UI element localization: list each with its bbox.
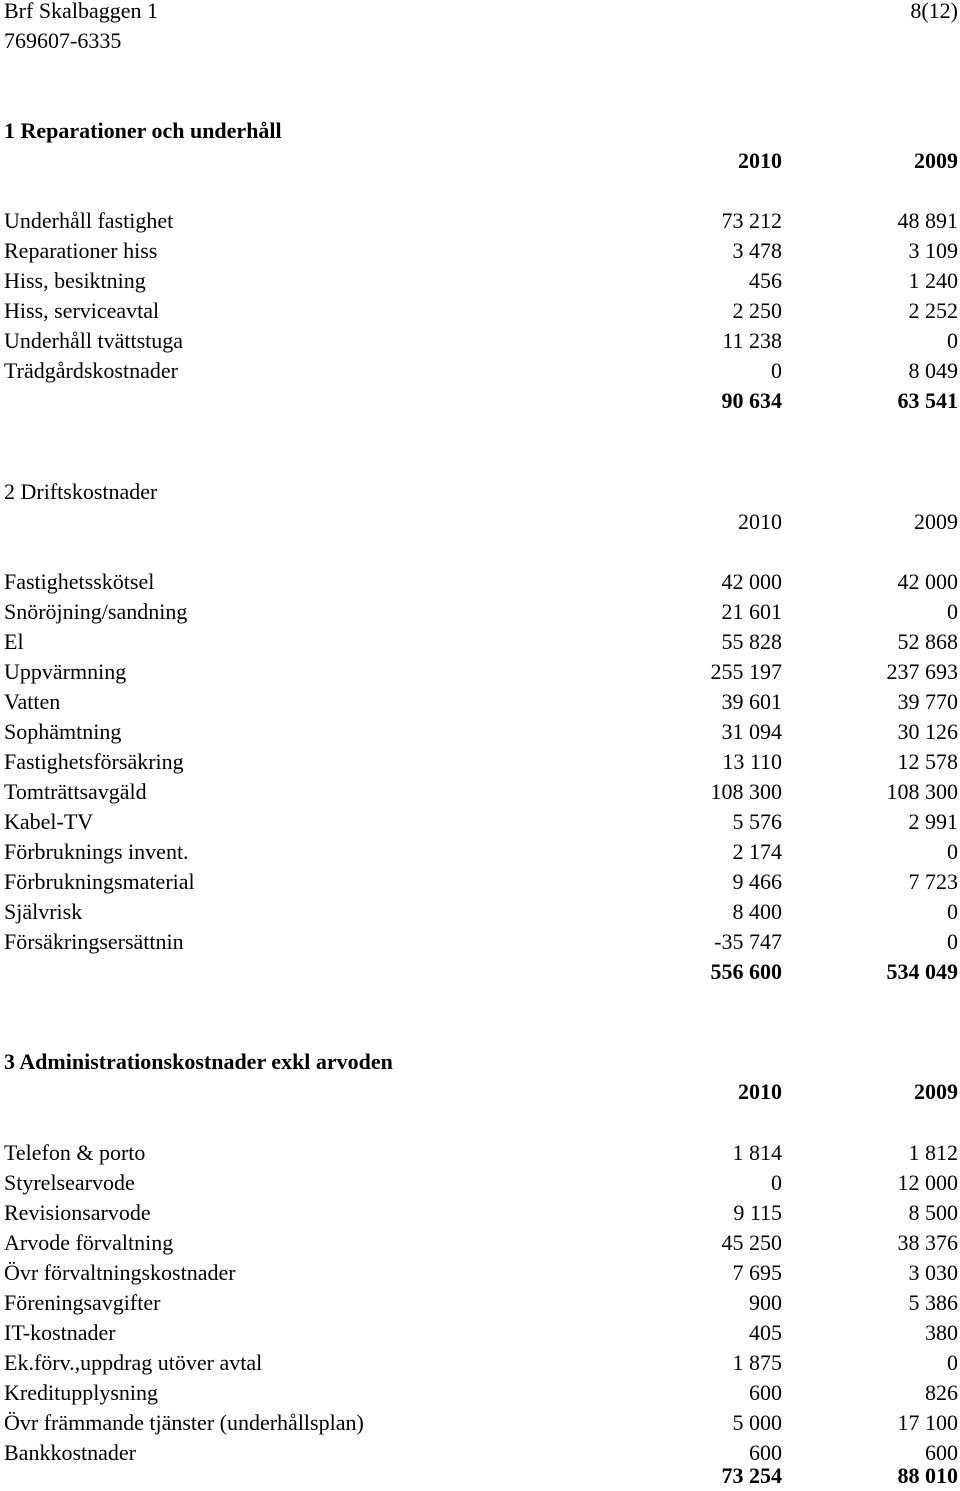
total-row — [0, 1461, 960, 1491]
org-number: 769607-6335 — [4, 28, 122, 53]
table-row: Reparationer hiss 3 478 3 109 — [4, 238, 958, 263]
col-2009-header: 2009 — [914, 509, 958, 534]
table-row: Vatten 39 601 39 770 — [4, 689, 958, 714]
section-title: 3 Administrationskostnader exkl arvoden — [4, 1049, 393, 1074]
org-name: Brf Skalbaggen 1 — [4, 0, 158, 23]
col-2009-header: 2009 — [914, 148, 958, 173]
table-row: Uppvärmning 255 197 237 693 — [4, 659, 958, 684]
col-2010-header: 2010 — [738, 1079, 782, 1104]
table-row: Kreditupplysning 600 826 — [4, 1380, 958, 1405]
table-row: Försäkringsersättnin -35 747 0 — [4, 929, 958, 954]
table-row: Ek.förv.,uppdrag utöver avtal 1 875 0 — [4, 1350, 958, 1375]
table-row: Bankkostnader 600 600 — [4, 1440, 958, 1465]
total-2009: 63 541 — [897, 388, 958, 413]
table-row: Fastighetsförsäkring 13 110 12 578 — [4, 749, 958, 774]
total-row — [0, 386, 960, 416]
section-title: 2 Driftskostnader — [4, 479, 158, 504]
total-2009: 534 049 — [886, 959, 958, 984]
table-row: Sophämtning 31 094 30 126 — [4, 719, 958, 744]
page-header-line-2 — [0, 26, 960, 56]
column-header-row — [0, 146, 960, 176]
page-number: 8(12) — [910, 0, 958, 23]
total-2010: 556 600 — [710, 959, 782, 984]
table-row: Förbrukningsmaterial 9 466 7 723 — [4, 869, 958, 894]
column-header-row — [0, 1077, 960, 1107]
total-row — [0, 957, 960, 987]
col-2010-header: 2010 — [738, 509, 782, 534]
table-row: Övr förvaltningskostnader 7 695 3 030 — [4, 1260, 958, 1285]
total-2010: 90 634 — [721, 388, 782, 413]
table-row: Underhåll tvättstuga 11 238 0 — [4, 328, 958, 353]
table-row: Revisionsarvode 9 115 8 500 — [4, 1200, 958, 1225]
table-row: Föreningsavgifter 900 5 386 — [4, 1290, 958, 1315]
col-2009-header: 2009 — [914, 1079, 958, 1104]
table-row: Underhåll fastighet 73 212 48 891 — [4, 208, 958, 233]
total-2009: 88 010 — [897, 1463, 958, 1488]
table-row: Telefon & porto 1 814 1 812 — [4, 1140, 958, 1165]
table-row: Arvode förvaltning 45 250 38 376 — [4, 1230, 958, 1255]
table-row: Fastighetsskötsel 42 000 42 000 — [4, 569, 958, 594]
col-2010-header: 2010 — [738, 148, 782, 173]
section-title: 1 Reparationer och underhåll — [4, 118, 282, 143]
column-header-row — [0, 507, 960, 537]
total-2010: 73 254 — [721, 1463, 782, 1488]
table-row: Övr främmande tjänster (underhållsplan) 5 000 17 100 — [4, 1410, 958, 1435]
table-row: Trädgårdskostnader 0 8 049 — [4, 358, 958, 383]
table-row: Styrelsearvode 0 12 000 — [4, 1170, 958, 1195]
table-row: Självrisk 8 400 0 — [4, 899, 958, 924]
table-row: Snöröjning/sandning 21 601 0 — [4, 599, 958, 624]
table-row: Förbruknings invent. 2 174 0 — [4, 839, 958, 864]
table-row: Hiss, serviceavtal 2 250 2 252 — [4, 298, 958, 323]
table-row: Tomträttsavgäld 108 300 108 300 — [4, 779, 958, 804]
table-row: IT-kostnader 405 380 — [4, 1320, 958, 1345]
table-row: Hiss, besiktning 456 1 240 — [4, 268, 958, 293]
table-row: Kabel-TV 5 576 2 991 — [4, 809, 958, 834]
table-row: El 55 828 52 868 — [4, 629, 958, 654]
page-header-line-1 — [0, 0, 960, 26]
